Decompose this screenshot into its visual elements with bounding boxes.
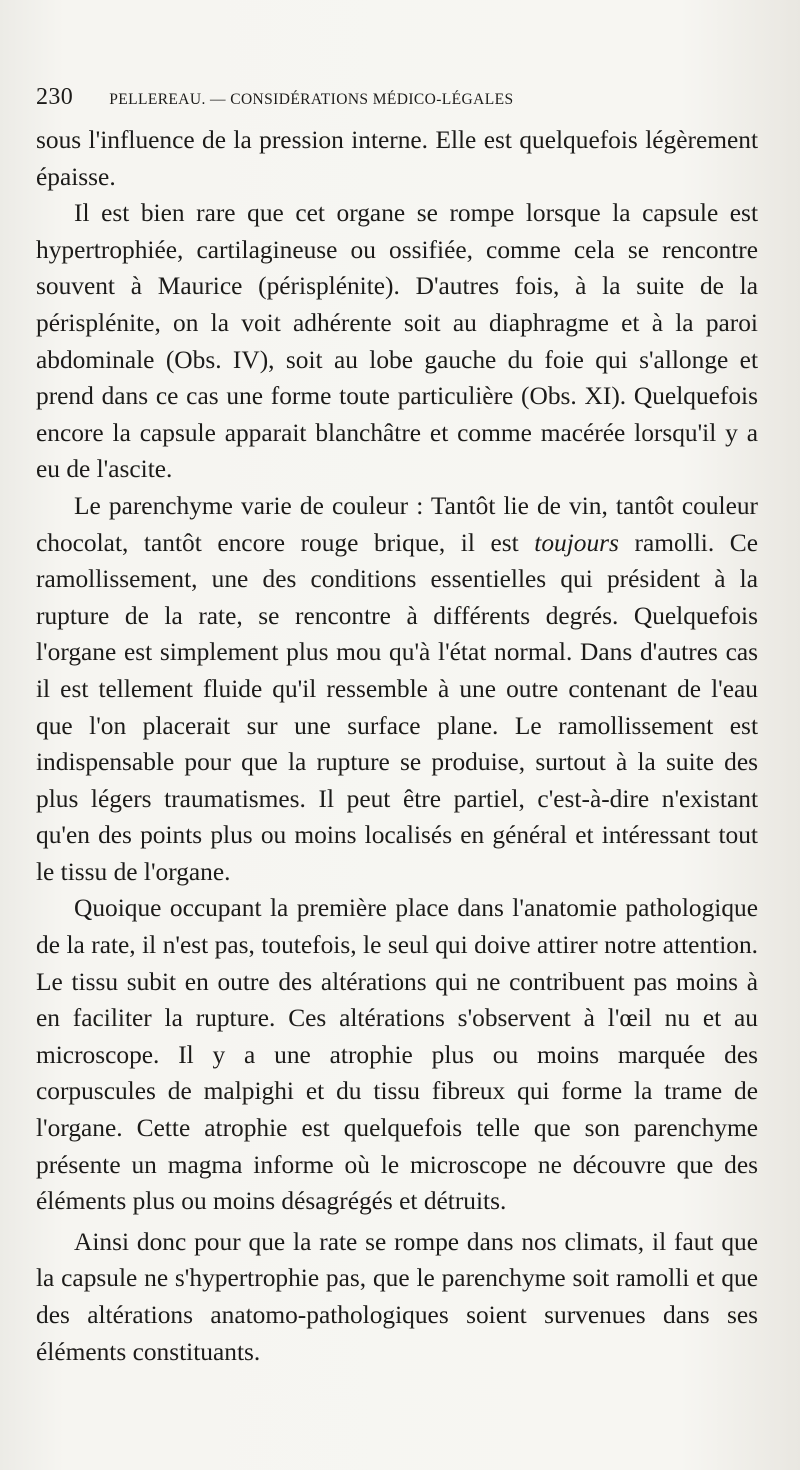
paragraph-text-before: Le parenchyme varie de couleur : Tantôt lie de vin, tantôt couleur chocolat, tantôt encore rouge brique, il est — [36, 491, 758, 557]
paragraph-parenchyme — [36, 488, 758, 891]
paragraph-text-after: ramolli. Ce ramollissement, une des conditions essentielles qui président à la rupture de la rate, se rencontre à différents degrés. Quelquefois l'organe est simplement plus mou qu'à l'état normal. Dans d'autres cas il est tellement fluide qu'il ressemble à une outre contenant de l'eau que l'on placerait sur une surface plane. Le ramollissement est indispensable pour que la rupture se produise, surtout à la suite des plus légers traumatismes. Il peut être partiel, c'est-à-dire n'existant qu'en des points plus ou moins localisés en général et intéressant tout le tissu de l'organe. — [36, 528, 758, 886]
page-number: 230 — [36, 84, 74, 110]
paragraph-conclusion: Ainsi donc pour que la rate se rompe dans nos climats, il faut que la capsule ne s'hypertrophie pas, que le parenchyme soit ramolli et que des altérations anatomo-pathologiques soient survenues dans ses éléments constituants. — [36, 1227, 758, 1366]
body-text — [36, 122, 758, 1370]
paragraph-alterations: Quoique occupant la première place dans l'anatomie pathologique de la rate, il n'est pas, toutefois, le seul qui doive attirer notre attention. Le tissu subit en outre des altérations qui ne contribuent pas moins à en faciliter la rupture. Ces altérations s'observent à l'œil nu et au microscope. Il y a une atrophie plus ou moins marquée des corpuscules de malpighi et du tissu fibreux qui forme la trame de l'organe. Cette atrophie est quelquefois telle que son parenchyme présente un magma informe où le microscope ne découvre que des éléments plus ou moins désagrégés et détruits. — [36, 894, 758, 1216]
paragraph-continuation: sous l'influence de la pression interne. Elle est quelquefois légèrement épaisse. — [36, 126, 758, 191]
paragraph-capsule: Il est bien rare que cet organe se rompe lorsque la capsule est hypertrophiée, cartilagineuse ou ossifiée, comme cela se rencontre souvent à Maurice (périsplénite). D'autres fois, à la suite de la périsplénite, on la voit adhérente soit au diaphragme et à la paroi abdominale (Obs. IV), soit au lobe gauche du foie qui s'allonge et prend dans ce cas une forme toute particulière (Obs. XI). Quelquefois encore la capsule apparait blanchâtre et comme macérée lorsqu'il y a eu de l'ascite. — [36, 199, 758, 484]
running-title: PELLEREAU. — CONSIDÉRATIONS MÉDICO-LÉGALES — [109, 91, 514, 108]
emphasized-word: toujours — [534, 528, 619, 557]
running-header — [36, 84, 760, 120]
